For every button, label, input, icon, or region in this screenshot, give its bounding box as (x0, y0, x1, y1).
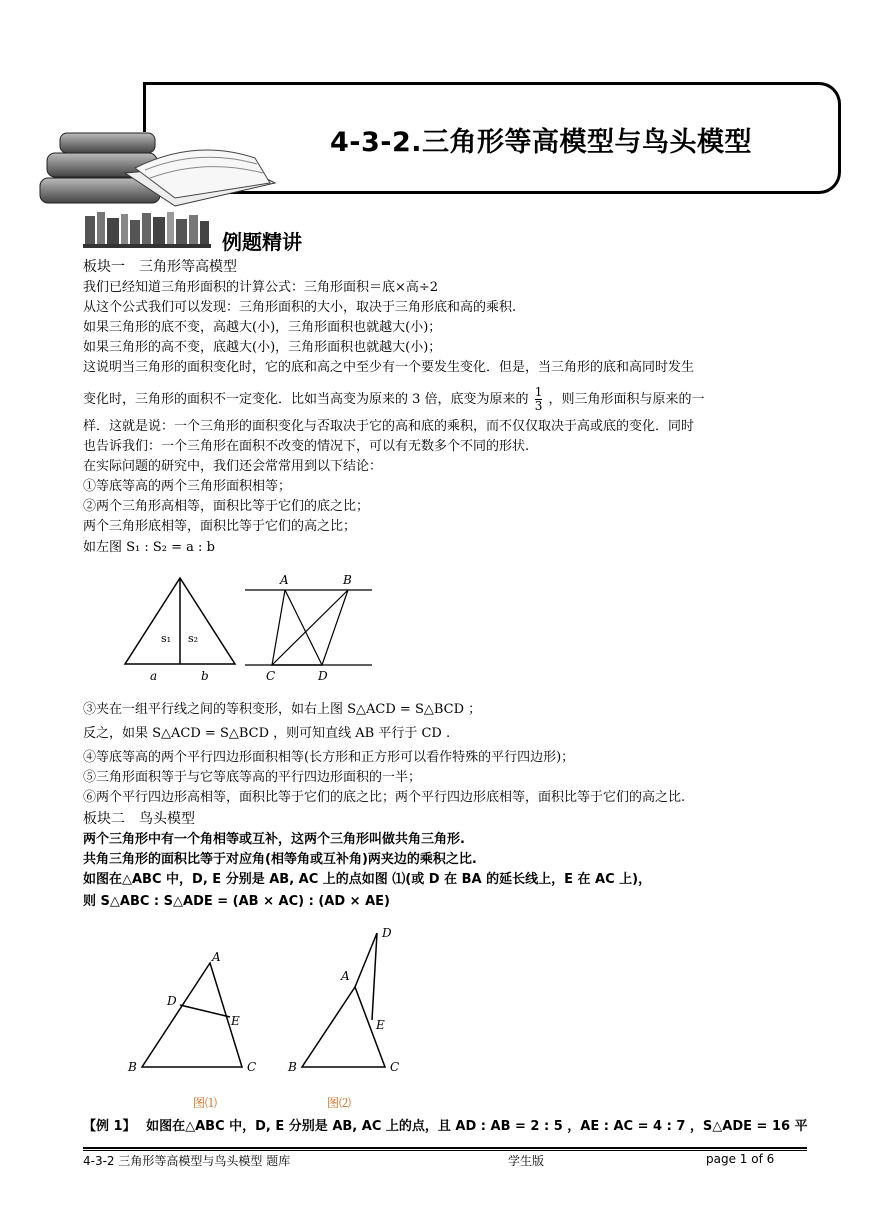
triangle-ABC (142, 963, 242, 1067)
text-line (83, 386, 704, 413)
figure-bird-head-1 (120, 945, 270, 1080)
text-line: 也告诉我们：一个三角形在面积不改变的情况下，可以有无数多个不同的形状. (83, 439, 530, 454)
figure-caption-2: 图⑵ (327, 1096, 352, 1110)
segment-DE (180, 1005, 230, 1017)
figure-parallel-lines (240, 570, 375, 685)
text-line: 反之，如果 S△ACD = S△BCD ，则可知直线 AB 平行于 CD . (83, 726, 451, 741)
title-frame-top (143, 82, 183, 85)
fraction-numerator: 1 (534, 385, 543, 399)
label-B: B (343, 573, 352, 587)
text-line: 如果三角形的底不变，高越大(小)，三角形面积也就越大(小)； (83, 320, 442, 335)
label-a: a (150, 669, 158, 683)
text-line-bold: 如图在△ABC 中，D, E 分别是 AB, AC 上的点如图 ⑴(或 D 在 BA 的延长线上，E 在 AC 上)， (83, 872, 652, 887)
label-C: C (266, 669, 276, 683)
label-s2: s₂ (188, 632, 199, 645)
label-D: D (318, 669, 328, 683)
bookshelf-icon (83, 210, 213, 250)
text-line: ③夹在一组平行线之间的等积变形，如右上图 S△ACD = S△BCD ； (83, 702, 482, 717)
footer-rule-thin (83, 1150, 807, 1151)
text-line: 如果三角形的高不变，底越大(小)，三角形面积也就越大(小)； (83, 340, 442, 355)
label-A: A (341, 969, 350, 983)
text-line: 从这个公式我们可以发现：三角形面积的大小，取决于三角形底和高的乘积. (83, 300, 517, 315)
fraction (535, 386, 543, 413)
segment-ACD (272, 590, 322, 665)
text-line: 如左图 S₁ : S₂ = a : b (83, 540, 215, 555)
text-line: 我们已经知道三角形面积的计算公式：三角形面积＝底×高÷2 (83, 280, 439, 295)
label-A: A (212, 950, 221, 964)
text-line-bold: 共角三角形的面积比等于对应角(相等角或互补角)两夹边的乘积之比. (83, 852, 477, 867)
text-line: 两个三角形底相等，面积比等于它们的高之比； (83, 519, 357, 534)
label-A: A (280, 573, 289, 587)
label-B: B (288, 1060, 297, 1074)
example-line (83, 1117, 808, 1136)
text-line: 样．这就是说：一个三角形的面积变化与否取决于它的高和底的乘积，而不仅仅取决于高或底的变化．同时 (83, 419, 695, 434)
example-tag: 【例 1】 (83, 1119, 136, 1134)
figure-equal-height-triangle (115, 570, 245, 685)
section-heading: 例题精讲 (222, 230, 302, 254)
label-E: E (376, 1018, 385, 1032)
figure-caption-1: 图⑴ (193, 1096, 218, 1110)
label-s1: s₁ (161, 632, 172, 645)
label-B: B (128, 1060, 137, 1074)
text-line: ②两个三角形高相等，面积比等于它们的底之比； (83, 499, 370, 514)
text-line: ①等底等高的两个三角形面积相等； (83, 479, 292, 494)
footer-rule (83, 1147, 807, 1149)
figure-bird-head-2 (285, 925, 410, 1080)
text-line: 在实际问题的研究中，我们还会常常用到以下结论： (83, 459, 383, 474)
block2-title: 板块二 鸟头模型 (83, 811, 195, 827)
footer-center: 学生版 (508, 1154, 545, 1168)
segment-DE (372, 933, 377, 1020)
label-D: D (382, 926, 392, 940)
text-line: ⑤三角形面积等于与它等底等高的平行四边形面积的一半； (83, 770, 422, 785)
text-segment: ，则三角形面积与原来的一 (548, 392, 705, 407)
books-icon (35, 128, 280, 208)
label-D: D (167, 994, 177, 1008)
text-line-bold: 两个三角形中有一个角相等或互补，这两个三角形叫做共角三角形. (83, 832, 465, 847)
label-C: C (247, 1060, 257, 1074)
footer-left: 4-3-2 三角形等高模型与鸟头模型 题库 (83, 1154, 291, 1168)
page-title: 4-3-2.三角形等高模型与鸟头模型 (330, 127, 753, 158)
text-line: ④等底等高的两个平行四边形面积相等(长方形和正方形可以看作特殊的平行四边形)； (83, 750, 575, 765)
label-C: C (390, 1060, 400, 1074)
footer-page-number: page 1 of 6 (706, 1152, 775, 1166)
block1-title: 板块一 三角形等高模型 (83, 259, 237, 275)
label-b: b (201, 669, 209, 683)
example-text: 如图在△ABC 中，D, E 分别是 AB, AC 上的点，且 AD : AB = 2 : 5 ，AE : AC = 4 : 7 ，S△ADE = 16 平 (146, 1119, 808, 1134)
text-line-bold: 则 S△ABC : S△ADE = (AB × AC) : (AD × AE) (83, 894, 390, 909)
label-E: E (231, 1014, 240, 1028)
text-segment: 变化时，三角形的面积不一定变化．比如当高变为原来的 3 倍，底变为原来的 (83, 392, 529, 407)
fraction-denominator: 3 (534, 399, 543, 413)
title-frame-left (143, 82, 146, 132)
text-line: ⑥两个平行四边形高相等，面积比等于它们的底之比；两个平行四边形底相等，面积比等于它们的高之比. (83, 790, 686, 805)
text-line: 这说明当三角形的面积变化时，它的底和高之中至少有一个要发生变化．但是，当三角形的底和高同时发生 (83, 360, 695, 375)
